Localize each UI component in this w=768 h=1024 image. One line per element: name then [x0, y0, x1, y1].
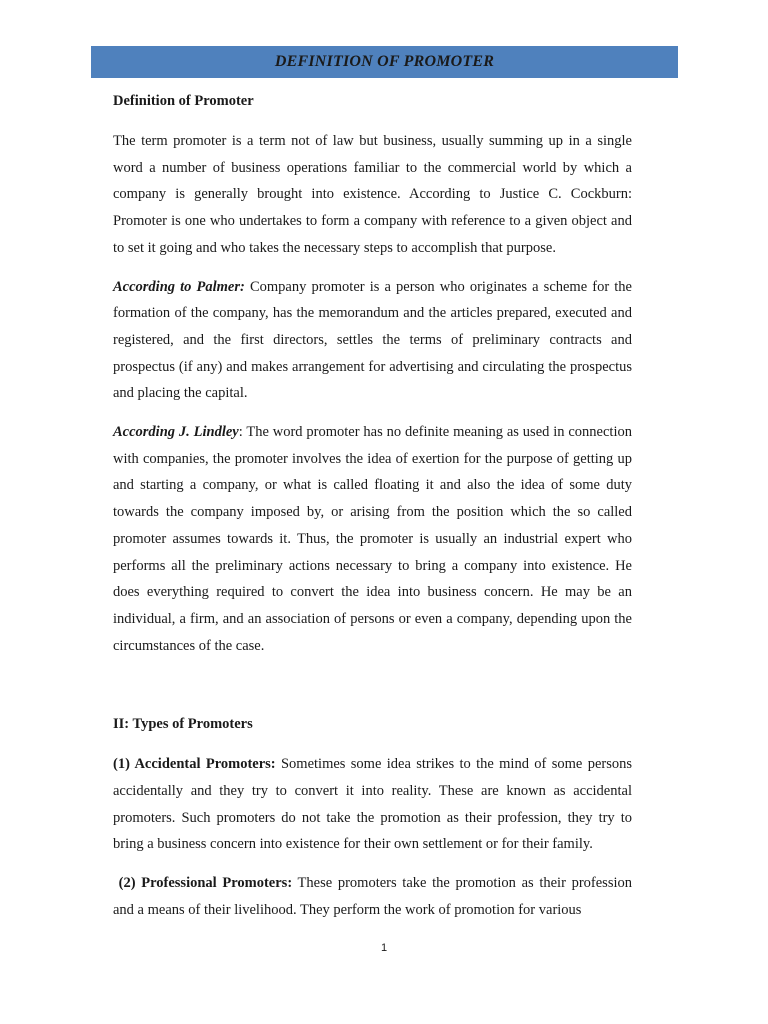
page-number: 1 [380, 942, 388, 954]
professional-lead: (2) Professional Promoters: [113, 875, 293, 892]
palmer-lead: According to Palmer: [113, 278, 245, 295]
definition-heading: Definition of Promoter [113, 93, 254, 109]
professional-text: These promoters take the promotion as their profession and a means of their livelihood. They perform the work of promotion for various [113, 875, 632, 918]
palmer-text: Company promoter is a person who originates a scheme for the formation of the company, has the memorandum and the articles prepared, executed and registered, and the first directors, settles the terms of preliminary contracts and prospectus (if any) and makes arrangement for advertising and circulating the prospectus and placing the capital. [113, 278, 632, 402]
professional-paragraph [113, 870, 632, 923]
definition-intro-paragraph: The term promoter is a term not of law but business, usually summing up in a single word a number of business operations familiar to the commercial world by which a company is generally brought into existence. According to Justice C. Cockburn: Promoter is one who undertakes to form a company with reference to a given object and to set it going and who takes the necessary steps to accomplish that purpose. [113, 133, 632, 256]
accidental-text: Sometimes some idea strikes to the mind of some persons accidentally and they try to convert it into reality. These are known as accidental promoters. Such promoters do not take the promotion as their profession, they try to bring a business concern into existence for their own settlement or for their family. [113, 756, 632, 853]
accidental-paragraph [113, 751, 632, 858]
lindley-text: : The word promoter has no definite meaning as used in connection with companies, the promoter involves the idea of exertion for the purpose of getting up and starting a company, or what is called floating it and also the idea of some duty towards the company imposed by, or arising from the position which the so called promoter assumes towards it. Thus, the promoter is usually an industrial expert who performs all the preliminary actions necessary to bring a company into existence. He does everything required to convert the idea into business concern. He may be an individual, a firm, and an association of persons or even a company, depending upon the circumstances of the case. [113, 424, 632, 654]
palmer-paragraph [113, 274, 632, 408]
document-title: DEFINITION OF PROMOTER [274, 53, 495, 70]
lindley-paragraph [113, 419, 632, 659]
types-heading: II: Types of Promoters [113, 716, 253, 733]
title-banner [91, 46, 678, 78]
accidental-lead: (1) Accidental Promoters: [113, 756, 276, 773]
lindley-lead: According J. Lindley [113, 424, 239, 441]
document-body [113, 88, 632, 924]
